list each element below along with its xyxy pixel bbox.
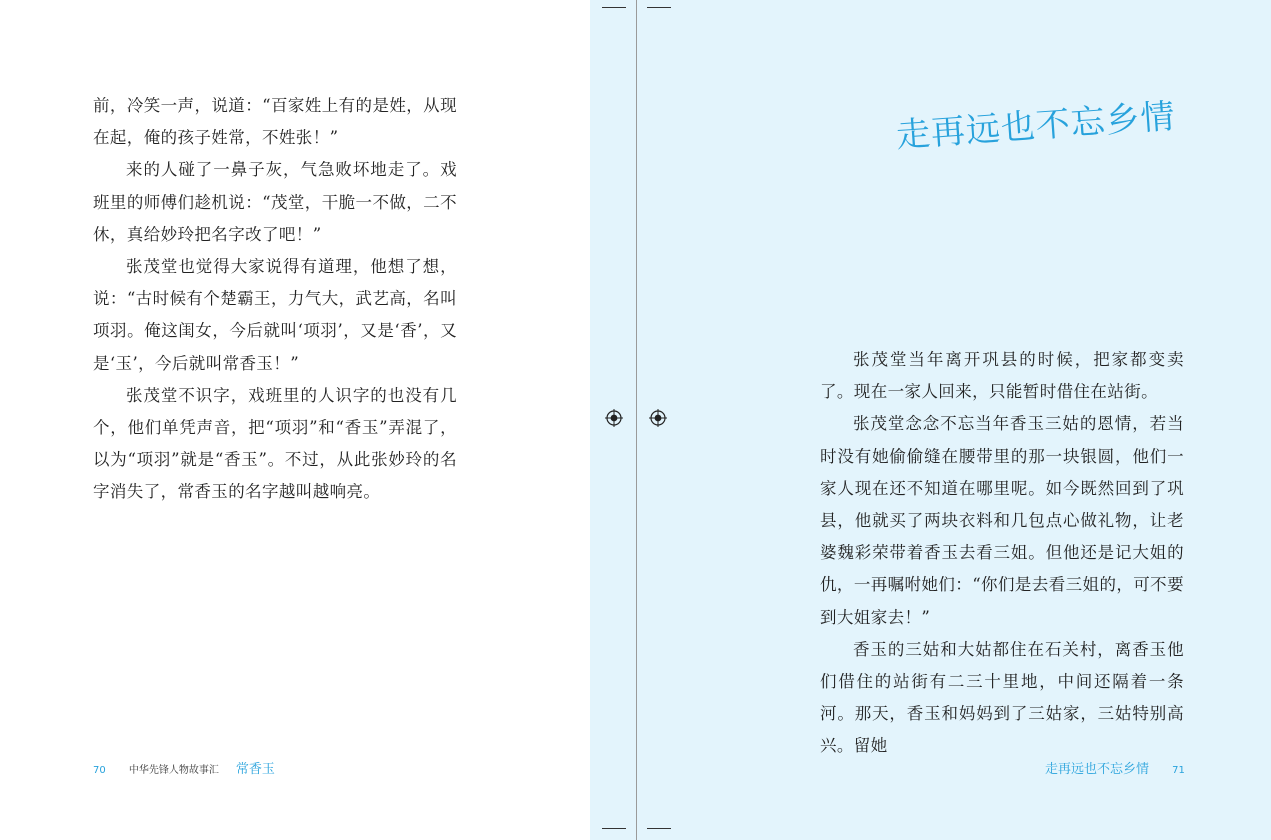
gutter-fold-line — [636, 0, 637, 840]
registration-mark-icon — [605, 409, 623, 427]
chapter-title: 走再远也不忘乡情 — [894, 96, 1177, 156]
paragraph: 来的人碰了一鼻子灰，气急败坏地走了。戏班里的师傅们趁机说：“茂堂，干脆一不做，二不休，真给妙玲把名字改了吧！” — [93, 160, 457, 244]
paragraph: 张茂堂念念不忘当年香玉三姑的恩情，若当时没有她偷偷缝在腰带里的那一块银圆，他们一家人现在还不知道在哪里呢。如今既然回到了巩县，他就买了两块衣料和几包点心做礼物，让老婆魏彩荣带着香玉去看三姐。但他还是记大姐的仇，一再嘱咐她们：“你们是去看三姐的，可不要到大姐家去！” — [820, 414, 1184, 627]
page-number: 70 — [93, 765, 106, 776]
book-title: 常香玉 — [235, 762, 275, 777]
paragraph: 张茂堂也觉得大家说得有道理，他想了想，说：“古时候有个楚霸王，力气大，武艺高，名叫项羽。俺这闺女，今后就叫‘项羽’，又是‘香’，又是‘玉’，今后就叫常香玉！” — [93, 257, 457, 373]
paragraph: 张茂堂不识字，戏班里的人识字的也没有几个，他们单凭声音，把“项羽”和“香玉”弄混了，以为“项羽”就是“香玉”。不过，从此张妙玲的名字消失了，常香玉的名字越叫越响亮。 — [93, 385, 457, 502]
right-body-text — [820, 344, 1184, 763]
series-name: 中华先锋人物故事汇 — [128, 765, 219, 776]
crop-mark-top-left — [602, 7, 626, 8]
registration-mark-icon — [649, 409, 667, 427]
running-chapter-title: 走再远也不忘乡情 — [1045, 762, 1150, 777]
paragraph: 前，冷笑一声，说道：“百家姓上有的是姓，从现在起，俺的孩子姓常，不姓张！” — [93, 96, 457, 148]
crop-mark-top-right — [647, 7, 671, 8]
crop-mark-bottom-left — [602, 828, 626, 829]
paragraph: 张茂堂当年离开巩县的时候，把家都变卖了。现在一家人回来，只能暂时借住在站街。 — [820, 350, 1184, 402]
paragraph: 香玉的三姑和大姑都住在石关村，离香玉他们借住的站街有二三十里地，中间还隔着一条河。那天，香玉和妈妈到了三姑家，三姑特别高兴。留她 — [820, 639, 1184, 756]
crop-mark-bottom-right — [647, 828, 671, 829]
right-footer — [1045, 758, 1185, 777]
left-body-text — [93, 90, 457, 509]
page-number: 71 — [1172, 765, 1185, 776]
left-footer — [93, 758, 275, 777]
